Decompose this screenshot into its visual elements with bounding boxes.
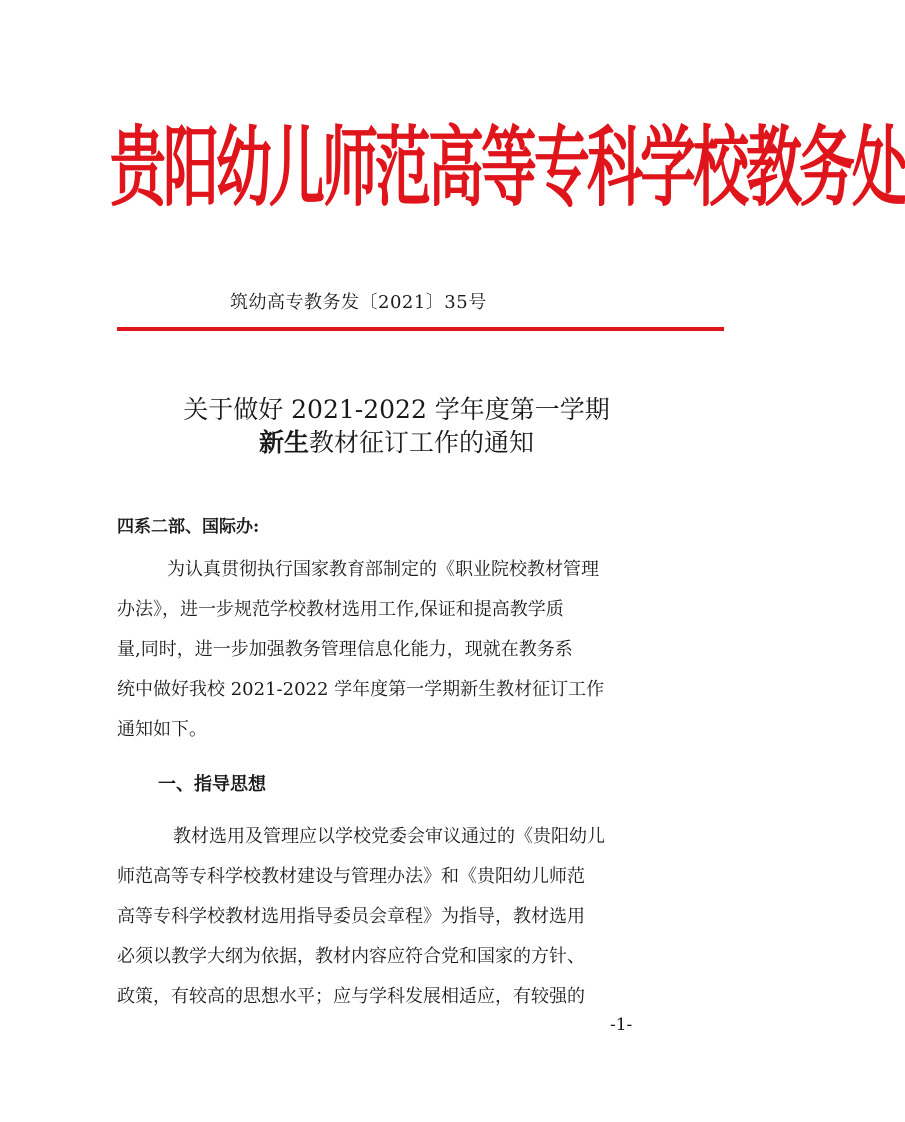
- paragraph-intro: [117, 550, 687, 750]
- paragraph-line: 必须以教学大纲为依据，教材内容应符合党和国家的方针、: [117, 946, 585, 967]
- notice-title-line-1: 关于做好 2021-2022 学年度第一学期: [183, 395, 610, 424]
- paragraph-line: 通知如下。: [117, 719, 207, 740]
- paragraph-guiding-principles: [117, 817, 687, 1017]
- paragraph-line: 高等专科学校教材选用指导委员会章程》为指导，教材选用: [117, 906, 585, 927]
- document-number: 筑幼高专教务发〔2021〕35号: [230, 292, 487, 313]
- page-number: -1-: [610, 1015, 633, 1035]
- addressee: 四系二部、国际办:: [117, 517, 260, 537]
- paragraph-line: 师范高等专科学校教材建设与管理办法》和《贵阳幼儿师范: [117, 866, 585, 887]
- notice-title-line-2: [90, 426, 703, 460]
- paragraph-line: 统中做好我校 2021-2022 学年度第一学期新生教材征订工作: [117, 679, 605, 700]
- notice-title-rest: 教材征订工作的通知: [309, 428, 535, 457]
- paragraph-line: 教材选用及管理应以学校党委会审议通过的《贵阳幼儿: [173, 826, 605, 847]
- paragraph-line: 政策，有较高的思想水平；应与学科发展相适应，有较强的: [117, 986, 585, 1007]
- paragraph-line: 办法》，进一步规范学校教材选用工作,保证和提高教学质: [117, 599, 564, 620]
- paragraph-line: 量,同时，进一步加强教务管理信息化能力，现就在教务系: [117, 639, 573, 660]
- red-divider-line: [117, 327, 724, 331]
- notice-title-bold-part: 新生: [258, 428, 309, 457]
- letterhead-title: 贵阳幼儿师范高等专科学校教务处: [110, 116, 905, 220]
- paragraph-line: 为认真贯彻执行国家教育部制定的《职业院校教材管理: [167, 559, 599, 580]
- section-heading-guiding-principles: 一、指导思想: [158, 774, 266, 795]
